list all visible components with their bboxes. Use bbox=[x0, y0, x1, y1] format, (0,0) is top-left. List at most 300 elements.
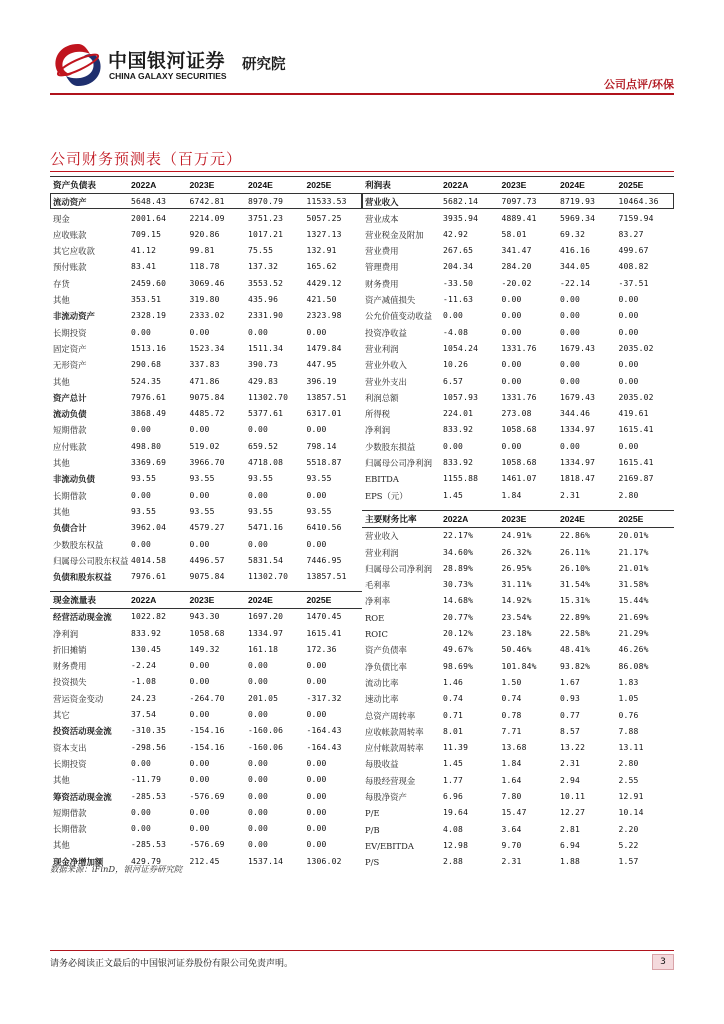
row-label: 每股收益 bbox=[365, 759, 399, 770]
table-row bbox=[362, 243, 674, 259]
table-cell: 98.69% bbox=[443, 661, 474, 671]
table-cell: 5.22 bbox=[618, 840, 639, 850]
table-cell: 0.00 bbox=[189, 775, 210, 785]
table-cell: 0.00 bbox=[618, 295, 639, 305]
table-cell: 30.73% bbox=[443, 580, 474, 590]
table-cell: 58.01 bbox=[501, 229, 527, 239]
table-cell: 41.12 bbox=[131, 246, 157, 256]
table-cell: 471.86 bbox=[189, 376, 220, 386]
table-row bbox=[362, 325, 674, 341]
table-cell: 204.34 bbox=[443, 262, 474, 272]
table-cell: 6.94 bbox=[560, 840, 581, 850]
table-cell: 31.11% bbox=[501, 580, 532, 590]
table-cell: 1058.68 bbox=[189, 628, 225, 638]
table-cell: 0.00 bbox=[306, 775, 327, 785]
row-label: 资产负债率 bbox=[365, 645, 407, 656]
column-header: 2023E bbox=[189, 180, 215, 190]
row-label: 净利润 bbox=[365, 425, 391, 436]
table-cell: 31.54% bbox=[560, 580, 591, 590]
table-row bbox=[362, 357, 674, 373]
table-cell: 1.84 bbox=[501, 759, 522, 769]
table-cell: -576.69 bbox=[189, 840, 225, 850]
table-row bbox=[50, 488, 362, 504]
row-label: 资产总计 bbox=[53, 392, 87, 403]
table-cell: 5471.16 bbox=[248, 523, 284, 533]
table-row bbox=[362, 675, 674, 691]
table-row bbox=[50, 308, 362, 324]
table-cell: 21.69% bbox=[618, 612, 649, 622]
table-cell: 0.00 bbox=[189, 490, 210, 500]
table-row bbox=[362, 374, 674, 390]
table-cell: 435.96 bbox=[248, 295, 279, 305]
table-cell: 6317.01 bbox=[306, 409, 342, 419]
table-row bbox=[50, 707, 362, 723]
row-label: 其他 bbox=[53, 295, 70, 306]
table-row bbox=[362, 194, 674, 211]
table-cell: -285.53 bbox=[131, 840, 167, 850]
table-cell: 1537.14 bbox=[248, 856, 284, 866]
table-cell: 4485.72 bbox=[189, 409, 225, 419]
table-header-row bbox=[362, 511, 674, 528]
table-row bbox=[50, 439, 362, 455]
table-row bbox=[362, 471, 674, 487]
table-cell: 26.11% bbox=[560, 547, 591, 557]
table-cell: 1334.97 bbox=[248, 628, 284, 638]
row-label: 现金净增加额 bbox=[53, 856, 104, 867]
row-label: ROIC bbox=[365, 629, 388, 640]
table-cell: 20.77% bbox=[443, 612, 474, 622]
table-cell: 659.52 bbox=[248, 441, 279, 451]
table-cell: 93.82% bbox=[560, 661, 591, 671]
row-label: 营业税金及附加 bbox=[365, 229, 424, 240]
table-row bbox=[362, 292, 674, 308]
row-label: 流动资产 bbox=[53, 197, 87, 208]
table-cell: 0.93 bbox=[560, 694, 581, 704]
table-cell: 833.92 bbox=[443, 458, 474, 468]
table-cell: 0.00 bbox=[560, 360, 581, 370]
table-row bbox=[50, 194, 362, 211]
table-cell: 0.00 bbox=[248, 677, 269, 687]
table-row bbox=[362, 406, 674, 422]
row-label: 其它 bbox=[53, 710, 70, 721]
row-label: EPS（元） bbox=[365, 490, 408, 501]
table-cell: 14.68% bbox=[443, 596, 474, 606]
table-cell: 447.95 bbox=[306, 360, 337, 370]
table-cell: 3962.04 bbox=[131, 523, 167, 533]
table-row bbox=[50, 626, 362, 642]
table-cell: 6.57 bbox=[443, 376, 464, 386]
table-row bbox=[362, 626, 674, 642]
table-cell: 3868.49 bbox=[131, 409, 167, 419]
table-cell: 0.00 bbox=[248, 791, 269, 801]
table-row bbox=[50, 276, 362, 292]
table-cell: 1818.47 bbox=[560, 474, 596, 484]
table-cell: 0.00 bbox=[189, 661, 210, 671]
table-cell: 20.01% bbox=[618, 531, 649, 541]
table-row bbox=[362, 708, 674, 724]
table-row bbox=[50, 537, 362, 553]
table-cell: 0.00 bbox=[248, 539, 269, 549]
table-cell: -154.16 bbox=[189, 726, 225, 736]
table-cell: 69.32 bbox=[560, 229, 586, 239]
table-cell: 26.32% bbox=[501, 547, 532, 557]
table-cell: 2.80 bbox=[618, 759, 639, 769]
table-cell: 49.67% bbox=[443, 645, 474, 655]
table-cell: 3553.52 bbox=[248, 278, 284, 288]
table-cell: 1511.34 bbox=[248, 343, 284, 353]
table-cell: 15.31% bbox=[560, 596, 591, 606]
table-cell: 1461.07 bbox=[501, 474, 537, 484]
row-label: 现金 bbox=[53, 213, 70, 224]
row-label: 少数股东损益 bbox=[365, 441, 416, 452]
row-label: EBITDA bbox=[365, 474, 399, 485]
table-cell: -154.16 bbox=[189, 742, 225, 752]
table-row bbox=[362, 545, 674, 561]
table-cell: 1054.24 bbox=[443, 343, 479, 353]
table-cell: 833.92 bbox=[131, 628, 162, 638]
table-cell: 0.74 bbox=[443, 694, 464, 704]
table-header-row bbox=[50, 592, 362, 609]
logo-english-text: CHINA GALAXY SECURITIES bbox=[109, 71, 227, 81]
table-row bbox=[362, 488, 674, 504]
row-label: 营业费用 bbox=[365, 246, 399, 257]
table-cell: 920.86 bbox=[189, 229, 220, 239]
cash-flow-table bbox=[50, 591, 362, 870]
table-row bbox=[362, 756, 674, 772]
table-cell: 1022.82 bbox=[131, 612, 167, 622]
report-category: 公司点评/环保 bbox=[603, 78, 674, 91]
table-cell: 2.80 bbox=[618, 490, 639, 500]
row-label: 存货 bbox=[53, 278, 70, 289]
table-cell: 1.88 bbox=[560, 857, 581, 867]
table-row bbox=[50, 658, 362, 674]
row-label: 应付帐款周转率 bbox=[365, 743, 424, 754]
column-header: 2023E bbox=[189, 595, 215, 605]
table-cell: 7097.73 bbox=[501, 197, 537, 207]
row-label: 总资产周转率 bbox=[365, 710, 416, 721]
table-cell: 498.80 bbox=[131, 441, 162, 451]
row-label: 速动比率 bbox=[365, 694, 399, 705]
table-row bbox=[362, 227, 674, 243]
table-cell: 6.96 bbox=[443, 792, 464, 802]
table-cell: 1057.93 bbox=[443, 392, 479, 402]
table-cell: 1058.68 bbox=[501, 458, 537, 468]
row-label: P/E bbox=[365, 808, 380, 819]
table-row bbox=[50, 805, 362, 821]
table-row bbox=[50, 553, 362, 569]
table-cell: 1.57 bbox=[618, 857, 639, 867]
table-cell: 4429.12 bbox=[306, 278, 342, 288]
table-cell: -310.35 bbox=[131, 726, 167, 736]
table-cell: 101.84% bbox=[501, 661, 537, 671]
table-cell: 3069.46 bbox=[189, 278, 225, 288]
table-cell: -164.43 bbox=[306, 742, 342, 752]
table-row bbox=[50, 772, 362, 788]
row-label: 经营活动现金流 bbox=[53, 612, 112, 623]
table-cell: 0.00 bbox=[131, 824, 152, 834]
table-cell: 4889.41 bbox=[501, 213, 537, 223]
row-label: 预付账款 bbox=[53, 262, 87, 273]
table-cell: 23.54% bbox=[501, 612, 532, 622]
table-cell: -285.53 bbox=[131, 791, 167, 801]
table-cell: 1523.34 bbox=[189, 343, 225, 353]
table-row bbox=[362, 740, 674, 756]
table-cell: 2.55 bbox=[618, 775, 639, 785]
row-label: 长期投资 bbox=[53, 758, 87, 769]
row-label: 其他 bbox=[53, 840, 70, 851]
row-label: 营业收入 bbox=[365, 197, 399, 208]
table-cell: 22.58% bbox=[560, 629, 591, 639]
table-row bbox=[362, 341, 674, 357]
table-cell: 212.45 bbox=[189, 856, 220, 866]
table-cell: 2328.19 bbox=[131, 311, 167, 321]
table-cell: 0.76 bbox=[618, 710, 639, 720]
table-cell: -164.43 bbox=[306, 726, 342, 736]
table-cell: 7976.61 bbox=[131, 392, 167, 402]
table-cell: 2035.02 bbox=[618, 392, 654, 402]
table-row bbox=[50, 455, 362, 471]
row-label: 非流动负债 bbox=[53, 474, 95, 485]
table-cell: 93.55 bbox=[131, 474, 157, 484]
table-cell: 37.54 bbox=[131, 710, 157, 720]
table-cell: 429.83 bbox=[248, 376, 279, 386]
table-cell: 1334.97 bbox=[560, 425, 596, 435]
table-cell: 0.00 bbox=[443, 311, 464, 321]
table-cell: 93.55 bbox=[189, 474, 215, 484]
row-label: 财务费用 bbox=[53, 661, 87, 672]
table-cell: -20.02 bbox=[501, 278, 532, 288]
table-cell: 0.00 bbox=[131, 425, 152, 435]
table-cell: 0.00 bbox=[248, 710, 269, 720]
table-cell: 42.92 bbox=[443, 229, 469, 239]
table-cell: 0.00 bbox=[501, 360, 522, 370]
table-row bbox=[50, 422, 362, 438]
table-cell: 1.67 bbox=[560, 677, 581, 687]
table-cell: 3.64 bbox=[501, 824, 522, 834]
table-cell: 273.08 bbox=[501, 409, 532, 419]
table-cell: 93.55 bbox=[131, 506, 157, 516]
table-row bbox=[50, 292, 362, 308]
table-cell: 1.64 bbox=[501, 775, 522, 785]
balance-sheet-table bbox=[50, 176, 362, 585]
row-label: 营业外支出 bbox=[365, 376, 407, 387]
table-cell: 83.27 bbox=[618, 229, 644, 239]
table-cell: -4.08 bbox=[443, 327, 469, 337]
table-cell: 0.00 bbox=[501, 327, 522, 337]
table-cell: -1.08 bbox=[131, 677, 157, 687]
table-cell: 10.14 bbox=[618, 808, 644, 818]
table-row bbox=[50, 325, 362, 341]
table-cell: 0.00 bbox=[306, 425, 327, 435]
row-label: 无形资产 bbox=[53, 360, 87, 371]
table-cell: 118.78 bbox=[189, 262, 220, 272]
table-cell: 0.00 bbox=[189, 807, 210, 817]
table-cell: 0.00 bbox=[618, 327, 639, 337]
table-cell: 0.00 bbox=[560, 327, 581, 337]
table-cell: 0.00 bbox=[189, 758, 210, 768]
table-cell: 21.29% bbox=[618, 629, 649, 639]
row-label: EV/EBITDA bbox=[365, 840, 414, 851]
table-row bbox=[50, 642, 362, 658]
table-cell: -576.69 bbox=[189, 791, 225, 801]
table-cell: 0.77 bbox=[560, 710, 581, 720]
table-cell: 11302.70 bbox=[248, 572, 289, 582]
table-cell: -33.50 bbox=[443, 278, 474, 288]
table-cell: -11.79 bbox=[131, 775, 162, 785]
table-cell: 0.00 bbox=[306, 824, 327, 834]
table-cell: 130.45 bbox=[131, 644, 162, 654]
table-title: 资产负债表 bbox=[53, 180, 96, 190]
table-cell: 2.88 bbox=[443, 857, 464, 867]
table-row bbox=[50, 789, 362, 805]
table-row bbox=[50, 723, 362, 739]
table-cell: 165.62 bbox=[306, 262, 337, 272]
table-cell: 1334.97 bbox=[560, 458, 596, 468]
table-cell: 1306.02 bbox=[306, 856, 342, 866]
table-row bbox=[362, 439, 674, 455]
column-header: 2024E bbox=[560, 514, 585, 524]
table-row bbox=[362, 838, 674, 854]
logo-chinese-text: 中国银河证券 bbox=[108, 50, 226, 72]
row-label: 长期投资 bbox=[53, 327, 87, 338]
data-source-note: 数据来源：iFinD，银河证券研究院 bbox=[50, 864, 183, 874]
row-label: 应收帐款周转率 bbox=[365, 726, 424, 737]
table-row bbox=[362, 593, 674, 609]
row-label: P/S bbox=[365, 857, 380, 868]
table-cell: 75.55 bbox=[248, 246, 274, 256]
table-row bbox=[362, 822, 674, 838]
table-cell: 3935.94 bbox=[443, 213, 479, 223]
column-header: 2023E bbox=[501, 180, 527, 190]
table-cell: -37.51 bbox=[618, 278, 649, 288]
table-cell: 9075.84 bbox=[189, 392, 225, 402]
table-cell: 419.61 bbox=[618, 409, 649, 419]
table-cell: 390.73 bbox=[248, 360, 279, 370]
table-cell: 337.83 bbox=[189, 360, 220, 370]
header-divider bbox=[50, 93, 674, 95]
table-cell: 12.27 bbox=[560, 808, 586, 818]
row-label: 归属母公司净利润 bbox=[365, 458, 432, 469]
row-label: 营业利润 bbox=[365, 547, 399, 558]
table-cell: 0.00 bbox=[306, 539, 327, 549]
table-cell: 1331.76 bbox=[501, 343, 537, 353]
table-cell: 2459.60 bbox=[131, 278, 167, 288]
row-label: 毛利率 bbox=[365, 580, 391, 591]
table-cell: 26.10% bbox=[560, 563, 591, 573]
table-cell: 22.17% bbox=[443, 531, 474, 541]
table-row bbox=[50, 504, 362, 520]
column-header: 2024E bbox=[248, 595, 273, 605]
table-cell: 2.31 bbox=[560, 490, 581, 500]
table-cell: 5648.43 bbox=[131, 197, 167, 207]
section-title: 公司财务预测表（百万元） bbox=[50, 150, 243, 168]
table-cell: 9.70 bbox=[501, 840, 522, 850]
table-row bbox=[50, 406, 362, 422]
table-cell: 0.00 bbox=[306, 327, 327, 337]
table-cell: 1470.45 bbox=[306, 612, 342, 622]
footer-divider bbox=[50, 950, 674, 951]
table-cell: 0.00 bbox=[131, 490, 152, 500]
table-cell: 1679.43 bbox=[560, 343, 596, 353]
table-cell: 1058.68 bbox=[501, 425, 537, 435]
table-cell: 4014.58 bbox=[131, 555, 167, 565]
table-cell: 0.00 bbox=[560, 441, 581, 451]
table-cell: 31.58% bbox=[618, 580, 649, 590]
table-cell: 0.00 bbox=[248, 758, 269, 768]
table-cell: 2.31 bbox=[501, 857, 522, 867]
row-label: 应付账款 bbox=[53, 441, 87, 452]
table-row bbox=[50, 821, 362, 837]
table-cell: 499.67 bbox=[618, 246, 649, 256]
table-cell: 99.81 bbox=[189, 246, 215, 256]
table-cell: 421.50 bbox=[306, 295, 337, 305]
table-row bbox=[50, 357, 362, 373]
row-label: 少数股东权益 bbox=[53, 539, 104, 550]
row-label: 短期借款 bbox=[53, 425, 87, 436]
table-title: 现金流量表 bbox=[53, 595, 96, 605]
galaxy-logo-icon bbox=[50, 40, 106, 90]
table-cell: 0.00 bbox=[189, 425, 210, 435]
table-cell: 0.00 bbox=[189, 539, 210, 549]
table-cell: 0.00 bbox=[189, 710, 210, 720]
table-cell: 1.84 bbox=[501, 490, 522, 500]
table-cell: 2214.09 bbox=[189, 213, 225, 223]
table-cell: 4.08 bbox=[443, 824, 464, 834]
table-row bbox=[50, 740, 362, 756]
row-label: 归属母公司股东权益 bbox=[53, 555, 128, 566]
table-cell: 2.31 bbox=[560, 759, 581, 769]
table-cell: 1697.20 bbox=[248, 612, 284, 622]
table-cell: 0.00 bbox=[501, 441, 522, 451]
table-cell: 5377.61 bbox=[248, 409, 284, 419]
row-label: 营业成本 bbox=[365, 213, 399, 224]
table-cell: 1331.76 bbox=[501, 392, 537, 402]
column-header: 2025E bbox=[306, 180, 332, 190]
table-cell: 396.19 bbox=[306, 376, 337, 386]
table-row bbox=[50, 837, 362, 853]
table-cell: 7.88 bbox=[618, 726, 639, 736]
table-cell: 11302.70 bbox=[248, 392, 289, 402]
table-cell: 24.23 bbox=[131, 693, 157, 703]
row-label: 营业利润 bbox=[365, 343, 399, 354]
row-label: 营业外收入 bbox=[365, 360, 407, 371]
table-cell: 149.32 bbox=[189, 644, 220, 654]
table-cell: 34.60% bbox=[443, 547, 474, 557]
table-cell: 0.00 bbox=[248, 807, 269, 817]
row-label: 长期借款 bbox=[53, 490, 87, 501]
table-cell: 0.00 bbox=[248, 824, 269, 834]
institute-label: 研究院 bbox=[242, 57, 286, 73]
table-cell: 26.95% bbox=[501, 563, 532, 573]
table-cell: 519.02 bbox=[189, 441, 220, 451]
table-cell: 0.74 bbox=[501, 694, 522, 704]
table-row bbox=[50, 756, 362, 772]
income-statement-table bbox=[362, 176, 674, 504]
table-cell: 3751.23 bbox=[248, 213, 284, 223]
row-label: 净利润 bbox=[53, 628, 79, 639]
row-label: 营业收入 bbox=[365, 531, 399, 542]
table-cell: 48.41% bbox=[560, 645, 591, 655]
row-label: 流动比率 bbox=[365, 677, 399, 688]
table-cell: 429.79 bbox=[131, 856, 162, 866]
table-cell: 416.16 bbox=[560, 246, 591, 256]
table-cell: 6410.56 bbox=[306, 523, 342, 533]
table-cell: 2001.64 bbox=[131, 213, 167, 223]
row-label: 折旧摊销 bbox=[53, 644, 87, 655]
table-row bbox=[362, 789, 674, 805]
table-cell: 2.94 bbox=[560, 775, 581, 785]
table-cell: 0.00 bbox=[443, 441, 464, 451]
